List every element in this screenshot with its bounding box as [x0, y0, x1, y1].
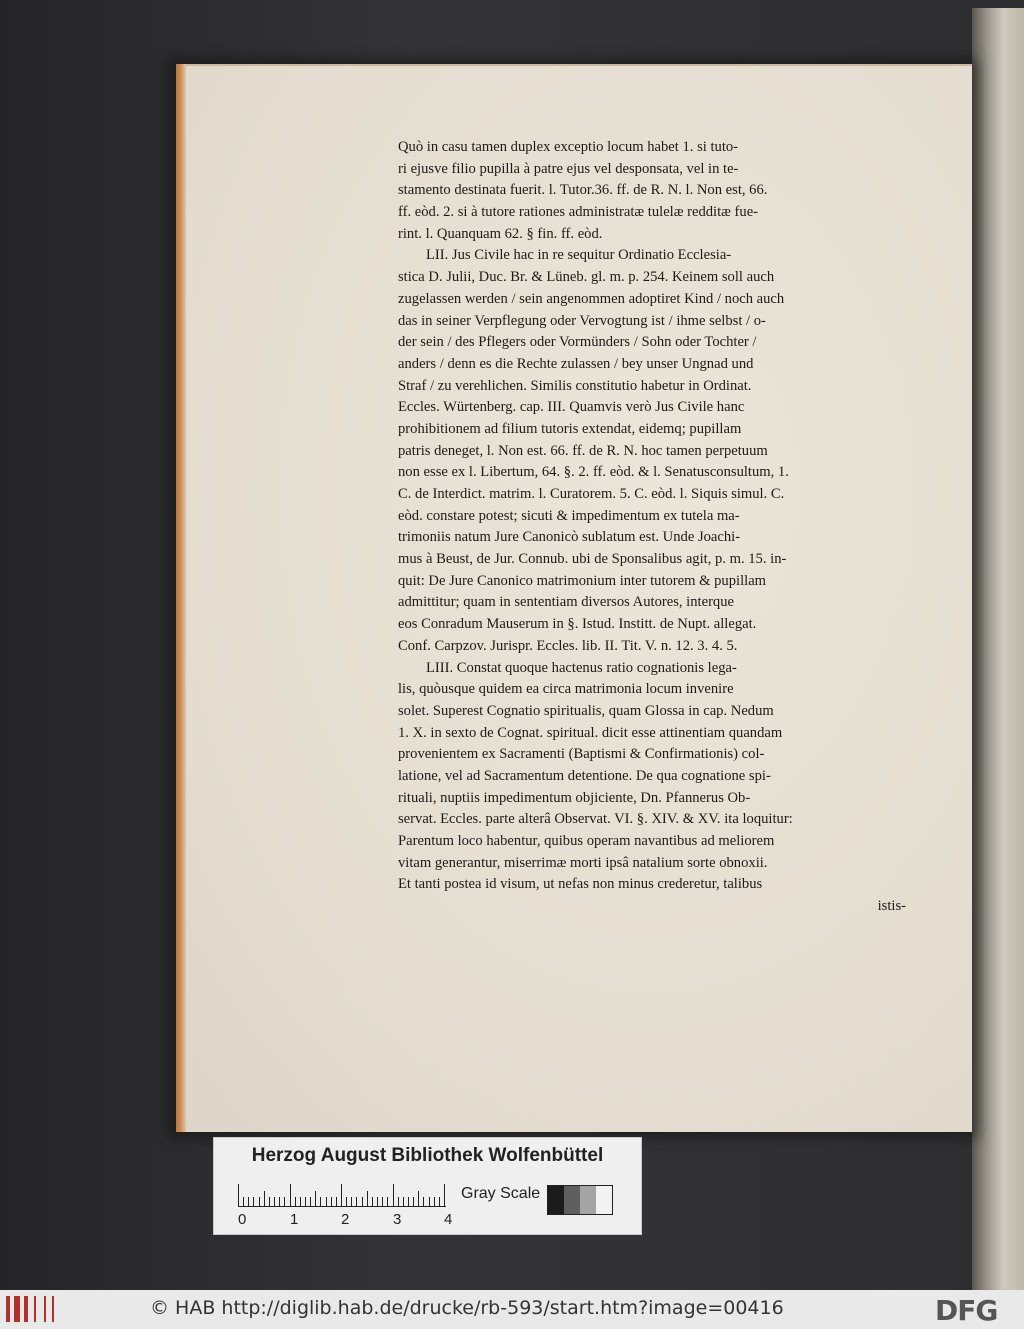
text-line: Conf. Carpzov. Jurispr. Eccles. lib. II. Tit. V. n. 12. 3. 4. 5.	[398, 637, 738, 654]
text-line: trimoniis natum Jure Canonicò sublatum est. Unde Joachi-	[398, 529, 741, 546]
ruler-number: 2	[341, 1211, 350, 1228]
ruler-number: 0	[238, 1211, 247, 1228]
ruler-tick	[372, 1197, 373, 1206]
text-line: stica D. Julii, Duc. Br. & Lüneb. gl. m. p. 254. Keinem soll auch	[398, 269, 775, 286]
ruler-tick	[315, 1191, 316, 1206]
page-top-edge	[186, 64, 972, 66]
text-line: mus à Beust, de Jur. Connub. ubi de Sponsalibus agit, p. m. 15. in-	[398, 551, 787, 568]
ruler-tick	[403, 1197, 404, 1206]
ruler-tick	[382, 1197, 383, 1206]
ruler-tick	[320, 1197, 321, 1206]
ruler-tick	[259, 1197, 260, 1206]
catchword: istis-	[877, 898, 906, 915]
dfg-logo: DFG	[935, 1294, 998, 1327]
text-line: servat. Eccles. parte alterâ Observat. VI. §. XIV. & XV. ita loquitur:	[398, 811, 793, 828]
ruler-tick	[393, 1184, 394, 1206]
reference-card	[213, 1137, 642, 1235]
ruler-tick	[387, 1197, 388, 1206]
ruler-tick	[336, 1197, 337, 1206]
text-line: LIII. Constat quoque hactenus ratio cognationis lega-	[426, 659, 737, 676]
barcode-bar	[14, 1296, 20, 1322]
ruler-tick	[408, 1197, 409, 1206]
ruler-tick	[413, 1197, 414, 1206]
ruler-tick	[346, 1197, 347, 1206]
text-line: Eccles. Würtenberg. cap. III. Quamvis verò Jus Civile hanc	[398, 399, 745, 416]
text-line: prohibitionem ad filium tutoris extendat, eidemq; pupillam	[398, 420, 742, 437]
ruler-tick	[367, 1191, 368, 1206]
ruler-tick	[243, 1197, 244, 1206]
text-line: rituali, nuptiis impedimentum objiciente, Dn. Pfannerus Ob-	[398, 789, 751, 806]
text-line: das in seiner Verpflegung oder Vervogtung ist / ihme selbst / o-	[398, 312, 766, 329]
text-line: admittitur; quam in sententiam diversos Autores, interque	[398, 594, 734, 611]
text-line: provenientem ex Sacramenti (Baptismi & Confirmationis) col-	[398, 746, 765, 763]
ruler-tick	[264, 1191, 265, 1206]
barcode-bar	[44, 1296, 46, 1322]
text-line: Quò in casu tamen duplex exceptio locum habet 1. si tuto-	[398, 139, 739, 155]
hab-barcode-logo	[6, 1296, 46, 1322]
barcode-bar	[24, 1296, 28, 1322]
ruler-tick	[284, 1197, 285, 1206]
ruler-tick	[269, 1197, 270, 1206]
ruler-tick	[362, 1197, 363, 1206]
ruler-tick	[418, 1191, 419, 1206]
text-line: anders / denn es die Rechte zulassen / bey unser Ungnad und	[398, 355, 754, 372]
text-line: LII. Jus Civile hac in re sequitur Ordinatio Ecclesia-	[426, 247, 732, 264]
text-line: vitam generantur, miserrimæ morti ipsâ natalium sorte obnoxii.	[398, 854, 768, 871]
ruler-tick	[429, 1197, 430, 1206]
ruler-tick	[331, 1197, 332, 1206]
ruler-tick	[377, 1197, 378, 1206]
copyright-link[interactable]: © HAB http://diglib.hab.de/drucke/rb-593/start.htm?image=00416	[150, 1297, 784, 1319]
text-line: stamento destinata fuerit. l. Tutor.36. ff. de R. N. l. Non est, 66.	[398, 182, 768, 199]
ruler-tick	[279, 1197, 280, 1206]
text-line: Et tanti postea id visum, ut nefas non minus crederetur, talibus	[398, 876, 763, 893]
library-name: Herzog August Bibliothek Wolfenbüttel	[251, 1145, 604, 1166]
ruler-baseline	[238, 1206, 446, 1207]
ruler-tick	[253, 1197, 254, 1206]
ruler-tick	[351, 1197, 352, 1206]
ruler-number: 1	[290, 1211, 299, 1228]
ruler-tick	[274, 1197, 275, 1206]
text-line: latione, vel ad Sacramentum detentione. De qua cognatione spi-	[398, 767, 771, 784]
text-line: der sein / des Pflegers oder Vormünders / Sohn oder Tochter /	[398, 334, 757, 351]
gray-scale-strip	[547, 1185, 613, 1215]
text-line: zugelassen werden / sein angenommen adoptiret Kind / noch auch	[398, 290, 785, 307]
text-line: Straf / zu verehlichen. Similis constitutio habetur in Ordinat.	[398, 377, 752, 394]
page-fore-edge	[176, 64, 186, 1132]
footer-bar	[0, 1290, 1024, 1329]
text-line: eos Conradum Mauserum in §. Istud. Institt. de Nupt. allegat.	[398, 616, 757, 633]
ruler-tick	[398, 1197, 399, 1206]
barcode-bar	[6, 1296, 10, 1322]
ruler-tick	[300, 1197, 301, 1206]
text-line: lis, quòusque quidem ea circa matrimonia locum invenire	[398, 681, 734, 698]
text-line: Parentum loco habentur, quibus operam navantibus ad meliorem	[398, 833, 775, 849]
text-line: non esse ex l. Libertum, 64. §. 2. ff. eòd. & l. Senatusconsultum, 1.	[398, 464, 789, 481]
barcode-bar	[34, 1296, 36, 1322]
barcode-bar	[52, 1296, 54, 1322]
text-line: C. de Interdict. matrim. l. Curatorem. 5. C. eòd. l. Siquis simul. C.	[398, 486, 785, 502]
text-line: quit: De Jure Canonico matrimonium inter tutorem & pupillam	[398, 572, 767, 589]
ruler-number: 3	[393, 1211, 402, 1228]
gray-scale-label: Gray Scale	[461, 1185, 541, 1202]
ruler-tick	[444, 1184, 445, 1206]
gray-swatch	[580, 1186, 596, 1214]
ruler-tick	[295, 1197, 296, 1206]
gray-swatch	[564, 1186, 580, 1214]
text-line: ri ejusve filio pupilla à patre ejus vel desponsata, vel in te-	[398, 160, 739, 177]
ruler-tick	[434, 1197, 435, 1206]
ruler-number: 4	[444, 1211, 453, 1228]
ruler-tick	[248, 1197, 249, 1206]
text-line: eòd. constare potest; sicuti & impedimentum ex tutela ma-	[398, 507, 740, 524]
page-text	[398, 137, 906, 918]
ruler-tick	[305, 1197, 306, 1206]
ruler-tick	[326, 1197, 327, 1206]
ruler-tick	[238, 1184, 239, 1206]
text-line: solet. Superest Cognatio spiritualis, quam Glossa in cap. Nedum	[398, 702, 774, 719]
ruler-tick	[290, 1184, 291, 1206]
ruler-tick	[356, 1197, 357, 1206]
text-line: patris deneget, l. Non est. 66. ff. de R. N. hoc tamen perpetuum	[398, 442, 768, 459]
text-line: rint. l. Quanquam 62. § fin. ff. eòd.	[398, 225, 603, 242]
ruler-tick	[423, 1197, 424, 1206]
ruler	[238, 1182, 468, 1208]
ruler-tick	[439, 1197, 440, 1206]
ruler-tick	[341, 1184, 342, 1206]
text-line: 1. X. in sexto de Cognat. spiritual. dicit esse attinentiam quandam	[398, 724, 783, 741]
text-line: ff. eòd. 2. si à tutore rationes administratæ tulelæ redditæ fue-	[398, 204, 759, 221]
ruler-tick	[310, 1197, 311, 1206]
gray-swatch	[548, 1186, 564, 1214]
gray-swatch	[596, 1186, 612, 1214]
